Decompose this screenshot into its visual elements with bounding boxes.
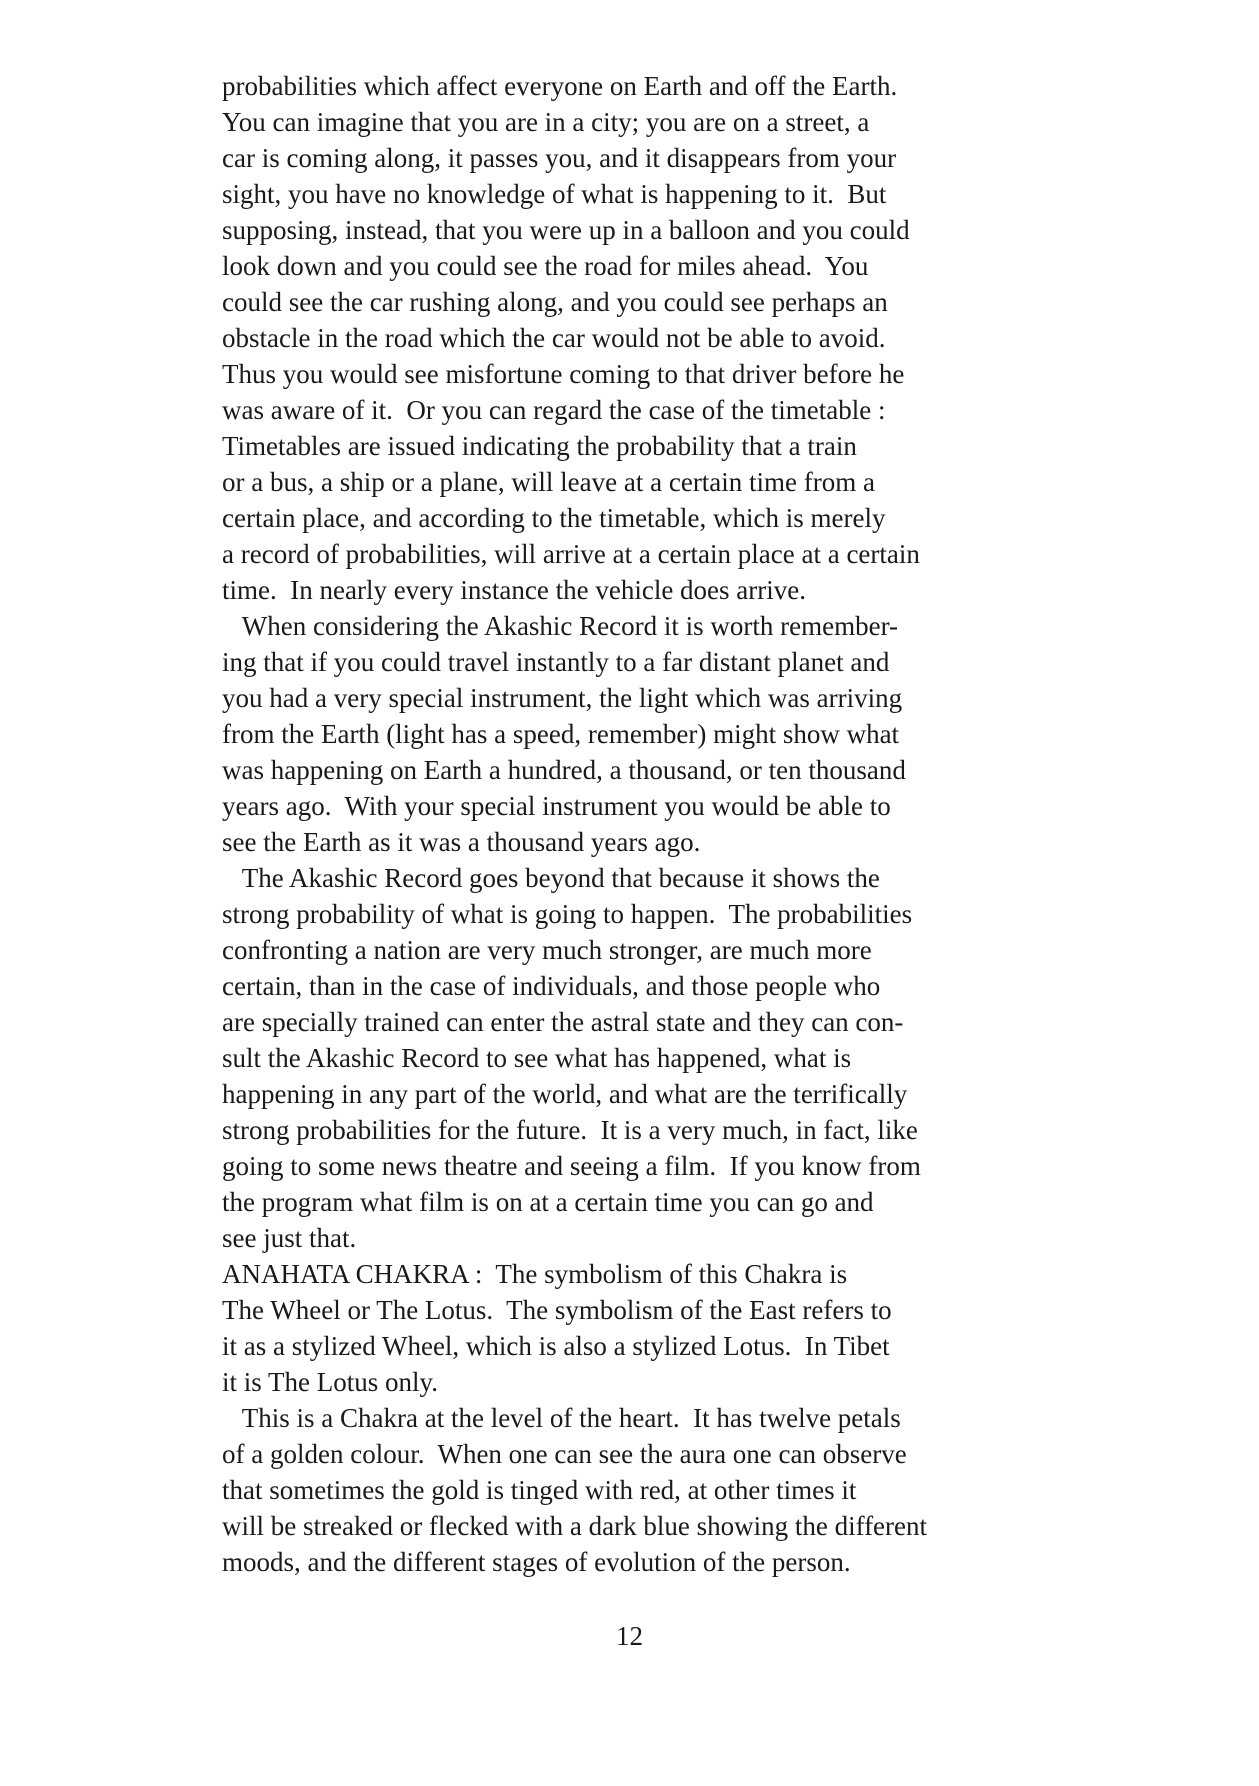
text-line: certain place, and according to the timetable, which is merely bbox=[222, 503, 886, 533]
text-line: The Wheel or The Lotus. The symbolism of the East refers to bbox=[222, 1295, 892, 1325]
text-line: the program what film is on at a certain time you can go and bbox=[222, 1187, 874, 1217]
text-line: confronting a nation are very much stronger, are much more bbox=[222, 935, 872, 965]
text-line: will be streaked or flecked with a dark blue showing the different bbox=[222, 1511, 928, 1541]
text-line: a record of probabilities, will arrive at a certain place at a certain bbox=[222, 539, 920, 569]
text-line: it as a stylized Wheel, which is also a stylized Lotus. In Tibet bbox=[222, 1331, 890, 1361]
text-line: sight, you have no knowledge of what is happening to it. But bbox=[222, 179, 887, 209]
text-line: see the Earth as it was a thousand years ago. bbox=[222, 827, 701, 857]
text-line: obstacle in the road which the car would not be able to avoid. bbox=[222, 323, 886, 353]
text-line: see just that. bbox=[222, 1223, 357, 1253]
text-line: time. In nearly every instance the vehicle does arrive. bbox=[222, 575, 806, 605]
text-line: strong probability of what is going to happen. The probabilities bbox=[222, 899, 913, 929]
text-line: moods, and the different stages of evolution of the person. bbox=[222, 1547, 851, 1577]
text-line: sult the Akashic Record to see what has happened, what is bbox=[222, 1043, 852, 1073]
text-line: of a golden colour. When one can see the aura one can observe bbox=[222, 1439, 907, 1469]
text-line: Thus you would see misfortune coming to that driver before he bbox=[222, 359, 905, 389]
text-line: This is a Chakra at the level of the heart. It has twelve petals bbox=[222, 1403, 901, 1433]
text-line: When considering the Akashic Record it is worth remember- bbox=[222, 611, 899, 641]
text-line: ing that if you could travel instantly to a far distant planet and bbox=[222, 647, 890, 677]
text-line: from the Earth (light has a speed, remember) might show what bbox=[222, 719, 900, 749]
text-line: you had a very special instrument, the light which was arriving bbox=[222, 683, 903, 713]
text-line: years ago. With your special instrument you would be able to bbox=[222, 791, 891, 821]
text-line: going to some news theatre and seeing a film. If you know from bbox=[222, 1151, 921, 1181]
text-line: was happening on Earth a hundred, a thousand, or ten thousand bbox=[222, 755, 906, 785]
text-line: strong probabilities for the future. It is a very much, in fact, like bbox=[222, 1115, 918, 1145]
text-line: Timetables are issued indicating the probability that a train bbox=[222, 431, 857, 461]
text-line: look down and you could see the road for miles ahead. You bbox=[222, 251, 869, 281]
text-line: happening in any part of the world, and what are the terrifically bbox=[222, 1079, 908, 1109]
text-line: certain, than in the case of individuals, and those people who bbox=[222, 971, 881, 1001]
text-line: are specially trained can enter the astral state and they can con- bbox=[222, 1007, 904, 1037]
text-line: that sometimes the gold is tinged with red, at other times it bbox=[222, 1475, 857, 1505]
text-line: supposing, instead, that you were up in a balloon and you could bbox=[222, 215, 910, 245]
text-line: probabilities which affect everyone on Earth and off the Earth. bbox=[222, 71, 898, 101]
page-number: 12 bbox=[616, 1621, 643, 1651]
text-line: was aware of it. Or you can regard the case of the timetable : bbox=[222, 395, 886, 425]
text-line: You can imagine that you are in a city; you are on a street, a bbox=[222, 107, 870, 137]
text-line: could see the car rushing along, and you could see perhaps an bbox=[222, 287, 888, 317]
body-text bbox=[222, 68, 1062, 1580]
section-heading-line: ANAHATA CHAKRA : The symbolism of this Chakra is bbox=[222, 1259, 848, 1289]
text-line: The Akashic Record goes beyond that because it shows the bbox=[222, 863, 880, 893]
text-line: it is The Lotus only. bbox=[222, 1367, 438, 1397]
text-line: or a bus, a ship or a plane, will leave at a certain time from a bbox=[222, 467, 875, 497]
text-line: car is coming along, it passes you, and it disappears from your bbox=[222, 143, 897, 173]
